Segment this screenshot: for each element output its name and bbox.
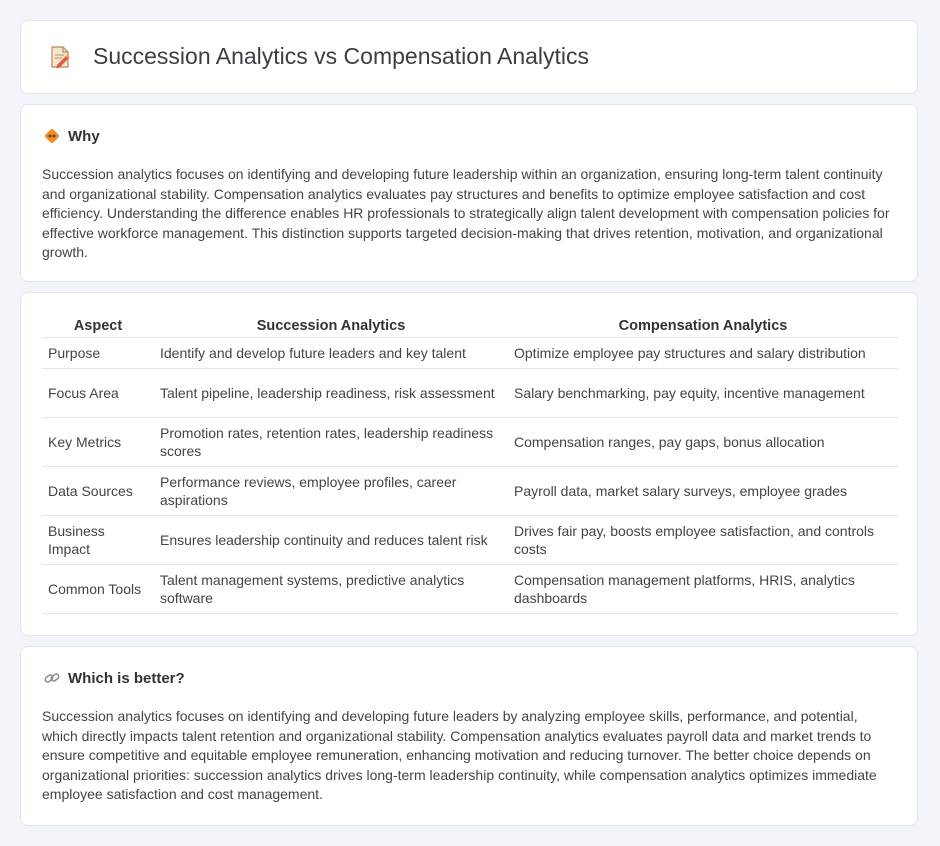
row-succession: Ensures leadership continuity and reduces talent risk	[154, 516, 508, 565]
row-aspect: Business Impact	[42, 516, 154, 565]
table-row	[42, 338, 898, 369]
page-title: Succession Analytics vs Compensation Analytics	[93, 43, 590, 69]
table-header-row	[42, 315, 898, 338]
title-card	[20, 20, 918, 94]
table-row	[42, 369, 898, 418]
header-succession: Succession Analytics	[256, 318, 406, 334]
why-body: Succession analytics focuses on identifying and developing future leadership within an organization, ensuring long-term talent continuity and organizational stability. Compensation analytics evaluates pay structures and benefits to optimize employee satisfaction and cost efficiency. Understanding the difference enables HR professionals to strategically align talent development with compensation policies for effective workforce management. This distinction supports targeted decision-making that drives retention, motivation, and organizational growth.	[42, 166, 890, 261]
header-aspect: Aspect	[73, 318, 123, 334]
why-heading: Why	[68, 127, 100, 145]
row-compensation: Drives fair pay, boosts employee satisfaction, and controls costs	[508, 516, 898, 565]
link-icon	[43, 669, 61, 687]
document-pencil-icon	[47, 44, 73, 70]
table-row	[42, 516, 898, 565]
row-succession: Talent pipeline, leadership readiness, risk assessment	[154, 369, 508, 418]
row-succession: Performance reviews, employee profiles, career aspirations	[154, 467, 508, 516]
row-compensation: Optimize employee pay structures and salary distribution	[508, 338, 898, 369]
header-compensation: Compensation Analytics	[618, 318, 788, 334]
row-compensation: Salary benchmarking, pay equity, incentive management	[508, 369, 898, 418]
better-heading: Which is better?	[68, 669, 185, 687]
row-compensation: Payroll data, market salary surveys, employee grades	[508, 467, 898, 516]
why-header	[43, 127, 100, 145]
comparison-table	[42, 315, 898, 614]
table-row	[42, 565, 898, 614]
title-row	[47, 43, 589, 70]
table-row	[42, 467, 898, 516]
row-aspect: Common Tools	[42, 565, 154, 614]
why-section	[20, 104, 918, 282]
row-aspect: Purpose	[42, 338, 154, 369]
better-body: Succession analytics focuses on identifying and developing future leaders by analyzing employee skills, performance, and potential, which directly impacts talent retention and organizational stability. Compensation analytics evaluates payroll data and market trends to ensure competitive and equitable employee remuneration, enhancing motivation and reducing turnover. The better choice depends on organizational priorities: succession analytics drives long-term leadership continuity, while compensation analytics optimizes immediate employee satisfaction and cost management.	[42, 708, 877, 803]
comparison-section	[20, 292, 918, 636]
row-succession: Promotion rates, retention rates, leadership readiness scores	[154, 418, 508, 467]
table-row	[42, 418, 898, 467]
row-compensation: Compensation management platforms, HRIS, analytics dashboards	[508, 565, 898, 614]
better-header	[43, 669, 185, 687]
row-aspect: Key Metrics	[42, 418, 154, 467]
row-aspect: Data Sources	[42, 467, 154, 516]
diamond-sign-icon	[43, 127, 61, 145]
row-succession: Talent management systems, predictive analytics software	[154, 565, 508, 614]
row-compensation: Compensation ranges, pay gaps, bonus allocation	[508, 418, 898, 467]
row-succession: Identify and develop future leaders and key talent	[154, 338, 508, 369]
which-better-section	[20, 646, 918, 826]
row-aspect: Focus Area	[42, 369, 154, 418]
